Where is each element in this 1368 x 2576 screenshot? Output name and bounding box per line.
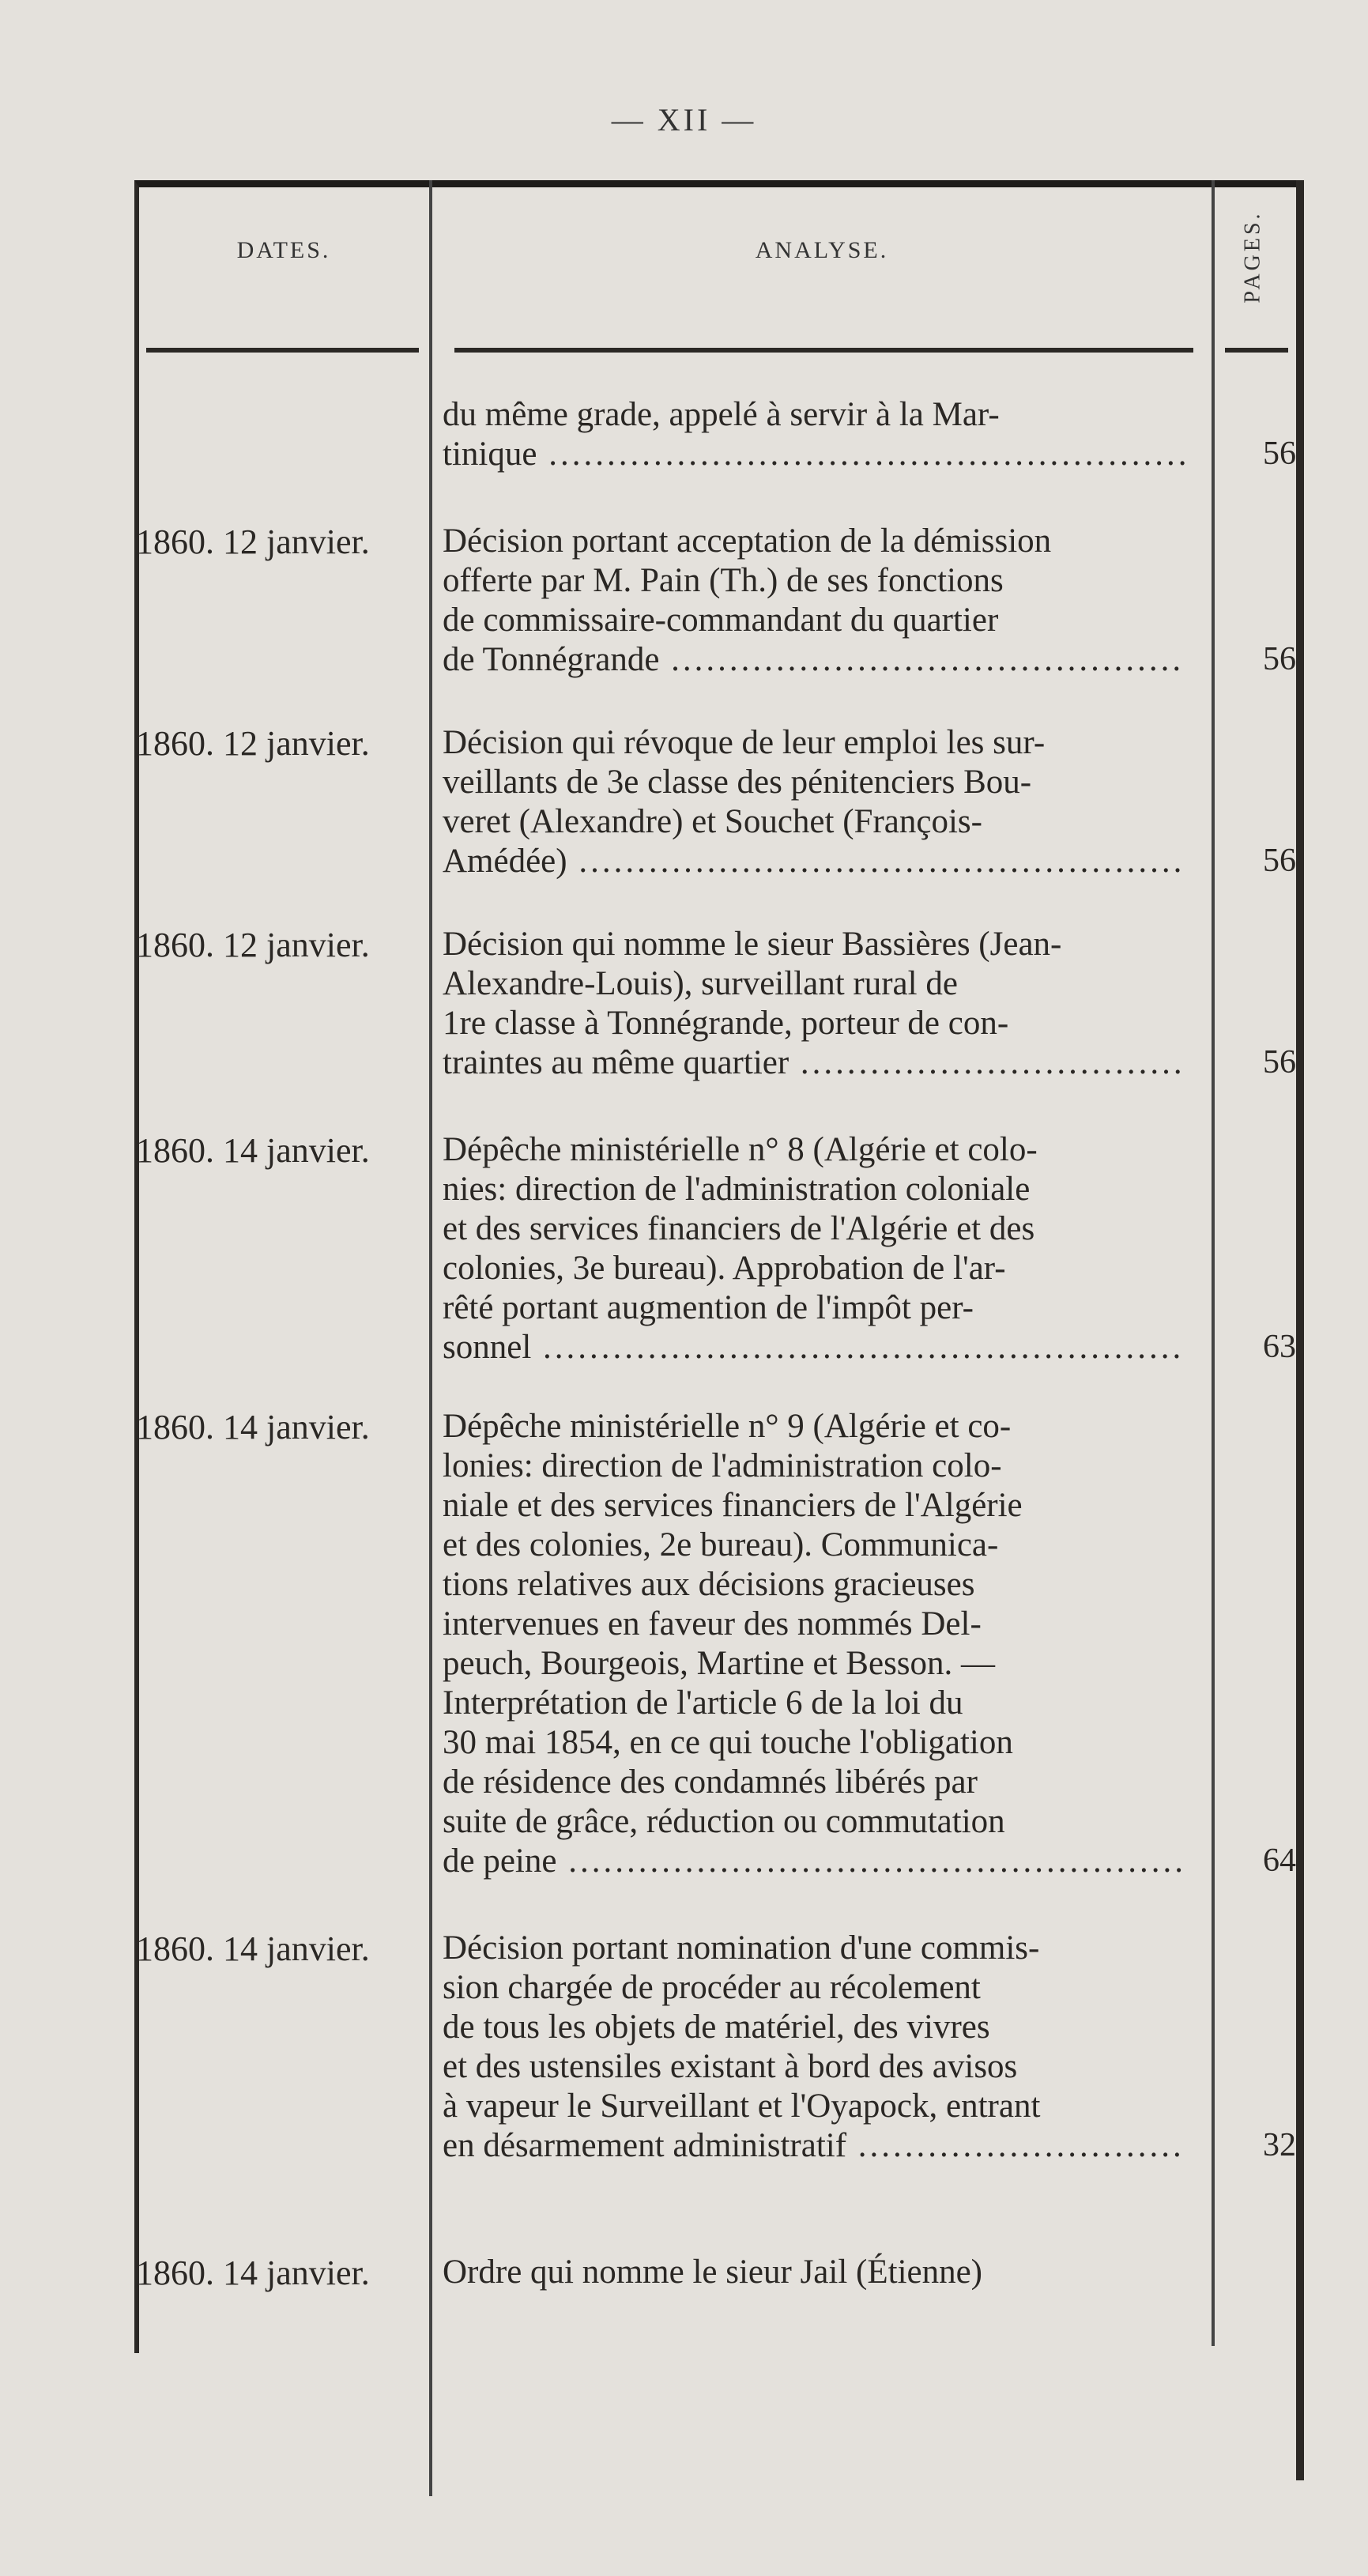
page-header: — XII — — [611, 102, 757, 138]
entry-analysis — [443, 723, 1185, 881]
analysis-line: tions relatives aux décisions gracieuses — [443, 1566, 975, 1603]
header-analyse: ANALYSE. — [755, 237, 889, 263]
analysis-line: rêté portant augmention de l'impôt per- — [443, 1289, 974, 1326]
analysis-line: suite de grâce, réduction ou commutation — [443, 1803, 1005, 1840]
analysis-line: de Tonnégrande ..... — [443, 640, 1185, 680]
analysis-line: Décision qui révoque de leur emploi les sur- — [443, 724, 1046, 761]
entry-date: 1860. 14 janvier. — [136, 1131, 370, 1170]
header-dates: DATES. — [236, 237, 331, 263]
analysis-line: niale et des services financiers de l'Algérie — [443, 1487, 1023, 1524]
entry-date: 1860. 14 janvier. — [136, 1929, 370, 1968]
entry-page-number: 63 — [1263, 1329, 1296, 1365]
header-underline-dates — [146, 348, 419, 353]
analysis-line: sonnel ..... — [443, 1328, 1185, 1367]
analysis-line: Décision portant acceptation de la démission — [443, 522, 1052, 560]
entry-analysis — [443, 925, 1185, 1083]
analysis-line: à vapeur le Surveillant et l'Oyapock, entrant — [443, 2088, 1041, 2125]
analysis-line: Dépêche ministérielle n° 8 (Algérie et colo- — [443, 1131, 1038, 1168]
analysis-line: nies: direction de l'administration coloniale — [443, 1171, 1031, 1208]
column-divider-dates — [429, 180, 432, 2496]
entry-date: 1860. 14 janvier. — [136, 1408, 370, 1446]
entry-date: 1860. 12 janvier. — [136, 522, 370, 561]
analysis-line: Décision portant nomination d'une commis- — [443, 1929, 1040, 1967]
analysis-line: en désarmement administratif ..... — [443, 2126, 1185, 2166]
analysis-line: et des colonies, 2e bureau). Communica- — [443, 1526, 999, 1563]
analysis-line: intervenues en faveur des nommés Del- — [443, 1605, 982, 1643]
analysis-line: offerte par M. Pain (Th.) de ses fonctions — [443, 562, 1004, 599]
header-pages-cell — [1214, 206, 1293, 308]
analysis-line: du même grade, appelé à servir à la Mar- — [443, 396, 1000, 433]
analysis-line: traintes au même quartier ..... — [443, 1043, 1185, 1083]
entry-analysis — [443, 2253, 1185, 2292]
analysis-line: Ordre qui nomme le sieur Jail (Étienne) — [443, 2254, 983, 2291]
entry-date: 1860. 12 janvier. — [136, 724, 370, 763]
entry-date: 1860. 12 janvier. — [136, 926, 370, 964]
analysis-line: Décision qui nomme le sieur Bassières (Jean- — [443, 926, 1062, 963]
header-pages: PAGES. — [1241, 210, 1265, 304]
analysis-line: et des ustensiles existant à bord des avisos — [443, 2048, 1018, 2085]
analysis-line: colonies, 3e bureau). Approbation de l'ar- — [443, 1250, 1006, 1287]
analysis-line: veret (Alexandre) et Souchet (François- — [443, 803, 982, 840]
entry-page-number: 32 — [1263, 2127, 1296, 2163]
entry-analysis — [443, 1407, 1185, 1881]
analysis-line: 1re classe à Tonnégrande, porteur de con- — [443, 1005, 1009, 1042]
entry-page-number: 56 — [1263, 641, 1296, 677]
entry-analysis — [443, 395, 1185, 474]
analysis-line: tinique ..... — [443, 435, 1185, 474]
analysis-line: de commissaire-commandant du quartier — [443, 602, 999, 639]
analysis-line: Dépêche ministérielle n° 9 (Algérie et co- — [443, 1408, 1012, 1445]
entry-page-number: 56 — [1263, 436, 1296, 472]
entry-page-number: 56 — [1263, 1044, 1296, 1081]
analysis-line: de peine ..... — [443, 1842, 1185, 1881]
entry-page-number: 64 — [1263, 1842, 1296, 1879]
analysis-line: lonies: direction de l'administration colo- — [443, 1447, 1002, 1484]
analysis-line: 30 mai 1854, en ce qui touche l'obligation — [443, 1724, 1013, 1761]
analysis-line: peuch, Bourgeois, Martine et Besson. — — [443, 1645, 996, 1682]
analysis-line: sion chargée de procéder au récolement — [443, 1969, 981, 2006]
entry-analysis — [443, 1929, 1185, 2166]
header-underline-pages — [1225, 348, 1288, 353]
header-underline-analyse — [454, 348, 1193, 353]
entry-analysis — [443, 522, 1185, 680]
column-divider-pages — [1212, 180, 1215, 2346]
entry-date: 1860. 14 janvier. — [136, 2254, 370, 2292]
analysis-line: veillants de 3e classe des pénitenciers Bou- — [443, 764, 1032, 801]
analysis-line: Alexandre-Louis), surveillant rural de — [443, 965, 958, 1002]
analysis-line: et des services financiers de l'Algérie et des — [443, 1210, 1035, 1247]
entry-analysis — [443, 1130, 1185, 1367]
analysis-line: Interprétation de l'article 6 de la loi du — [443, 1684, 963, 1722]
right-border-rule — [1296, 180, 1304, 2480]
analysis-line: de résidence des condamnés libérés par — [443, 1763, 978, 1801]
entry-page-number: 56 — [1263, 843, 1296, 879]
analysis-line: Amédée) ..... — [443, 842, 1185, 881]
analysis-line: de tous les objets de matériel, des vivres — [443, 2008, 990, 2046]
